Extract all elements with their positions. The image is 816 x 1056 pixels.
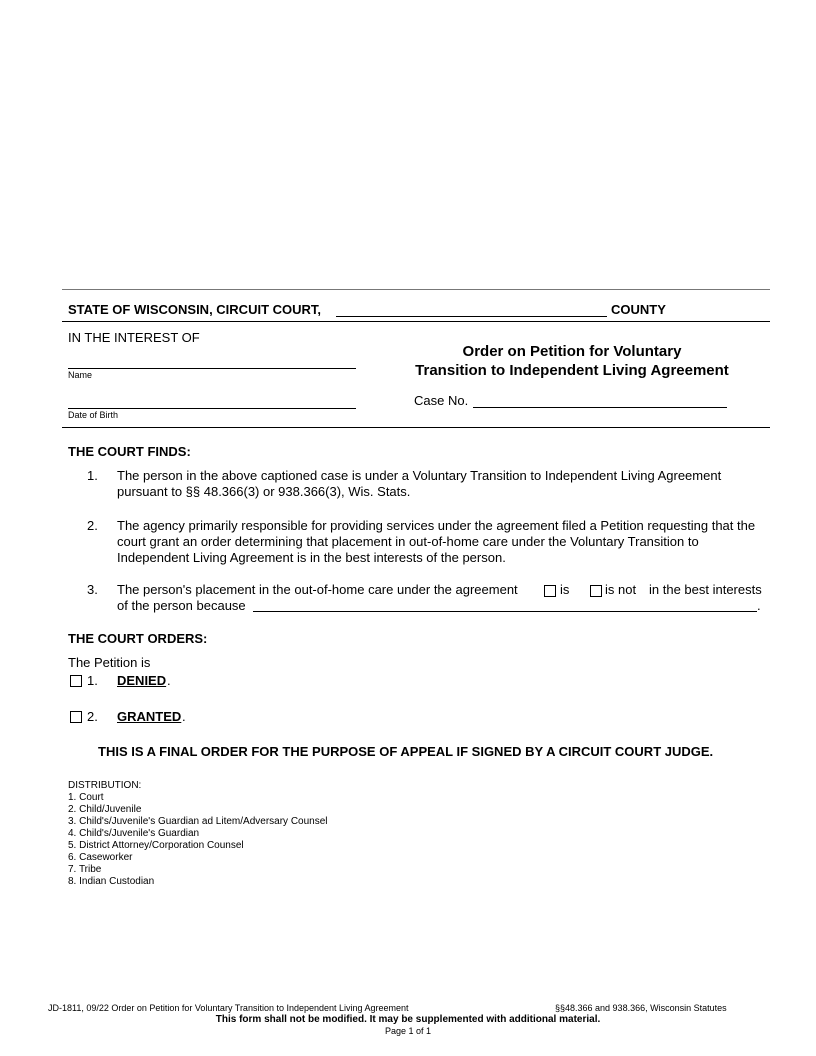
distribution-item: 3. Child's/Juvenile's Guardian ad Litem/Adversary Counsel <box>68 816 328 827</box>
top-rule <box>62 289 770 290</box>
denied-checkbox[interactable] <box>70 675 82 687</box>
form-title-line2: Transition to Independent Living Agreement <box>415 362 729 379</box>
finding-3-text-c: of the person because <box>117 598 246 613</box>
case-no-field[interactable] <box>473 407 727 408</box>
distribution-item: 7. Tribe <box>68 864 102 875</box>
because-field[interactable] <box>253 611 757 612</box>
footer-statutes: §§48.366 and 938.366, Wisconsin Statutes <box>555 1003 727 1013</box>
denied-number: 1. <box>87 673 98 688</box>
in-interest-label: IN THE INTEREST OF <box>68 330 200 345</box>
footer-notice: This form shall not be modified. It may be supplemented with additional material. <box>215 1014 601 1025</box>
finding-3-number: 3. <box>87 582 98 597</box>
granted-label: GRANTED <box>117 709 182 724</box>
distribution-item: 1. Court <box>68 792 104 803</box>
caption-rule <box>62 427 770 428</box>
findings-heading: THE COURT FINDS: <box>68 444 191 459</box>
header-rule <box>62 321 770 322</box>
finding-3-text-a: The person's placement in the out-of-home care under the agreement <box>117 582 518 597</box>
form-title <box>390 342 754 380</box>
form-title-line1: Order on Petition for Voluntary <box>462 343 682 360</box>
denied-period: . <box>167 673 171 688</box>
petition-is-label: The Petition is <box>68 655 151 670</box>
distribution-item: 4. Child's/Juvenile's Guardian <box>68 828 200 839</box>
denied-label: DENIED <box>117 673 167 688</box>
finding-1-number: 1. <box>87 468 98 483</box>
is-checkbox[interactable] <box>544 585 556 597</box>
finding-2-number: 2. <box>87 518 98 533</box>
footer-page: Page 1 of 1 <box>384 1026 432 1036</box>
distribution-item: 8. Indian Custodian <box>68 876 155 887</box>
name-label: Name <box>68 370 93 380</box>
orders-heading: THE COURT ORDERS: <box>68 631 208 646</box>
county-label: COUNTY <box>611 302 666 317</box>
granted-checkbox[interactable] <box>70 711 82 723</box>
case-no-label: Case No. <box>414 393 469 408</box>
state-court-label: STATE OF WISCONSIN, CIRCUIT COURT, <box>68 302 322 317</box>
granted-period: . <box>182 709 186 724</box>
finding-2-text: The agency primarily responsible for providing services under the agreement filed a Petition requesting that the court grant an order determining that placement in out-of-home care under the Voluntary Transition to Independent Living Agreement is in the best interests of the person. <box>117 518 756 565</box>
name-field[interactable] <box>68 368 356 369</box>
finding-3-text-b: in the best interests <box>649 582 762 597</box>
footer-form-id: JD-1811, 09/22 Order on Petition for Voluntary Transition to Independent Living Agreement <box>48 1003 409 1013</box>
distribution-item: 6. Caseworker <box>68 852 133 863</box>
is-not-checkbox[interactable] <box>590 585 602 597</box>
finding-3-end: . <box>757 598 761 613</box>
is-label: is <box>560 582 570 597</box>
dob-field[interactable] <box>68 408 356 409</box>
final-order-notice: THIS IS A FINAL ORDER FOR THE PURPOSE OF APPEAL IF SIGNED BY A CIRCUIT COURT JUDGE. <box>98 744 714 759</box>
granted-number: 2. <box>87 709 98 724</box>
finding-1-text: The person in the above captioned case is under a Voluntary Transition to Independent Living Agreement pursuant to §§ 48.366(3) or 938.366(3), Wis. Stats. <box>117 468 722 499</box>
county-field[interactable] <box>336 316 607 317</box>
distribution-item: 2. Child/Juvenile <box>68 804 142 815</box>
distribution-item: 5. District Attorney/Corporation Counsel <box>68 840 244 851</box>
is-not-label: is not <box>605 582 637 597</box>
dob-label: Date of Birth <box>68 410 119 420</box>
distribution-heading: DISTRIBUTION: <box>68 780 142 791</box>
